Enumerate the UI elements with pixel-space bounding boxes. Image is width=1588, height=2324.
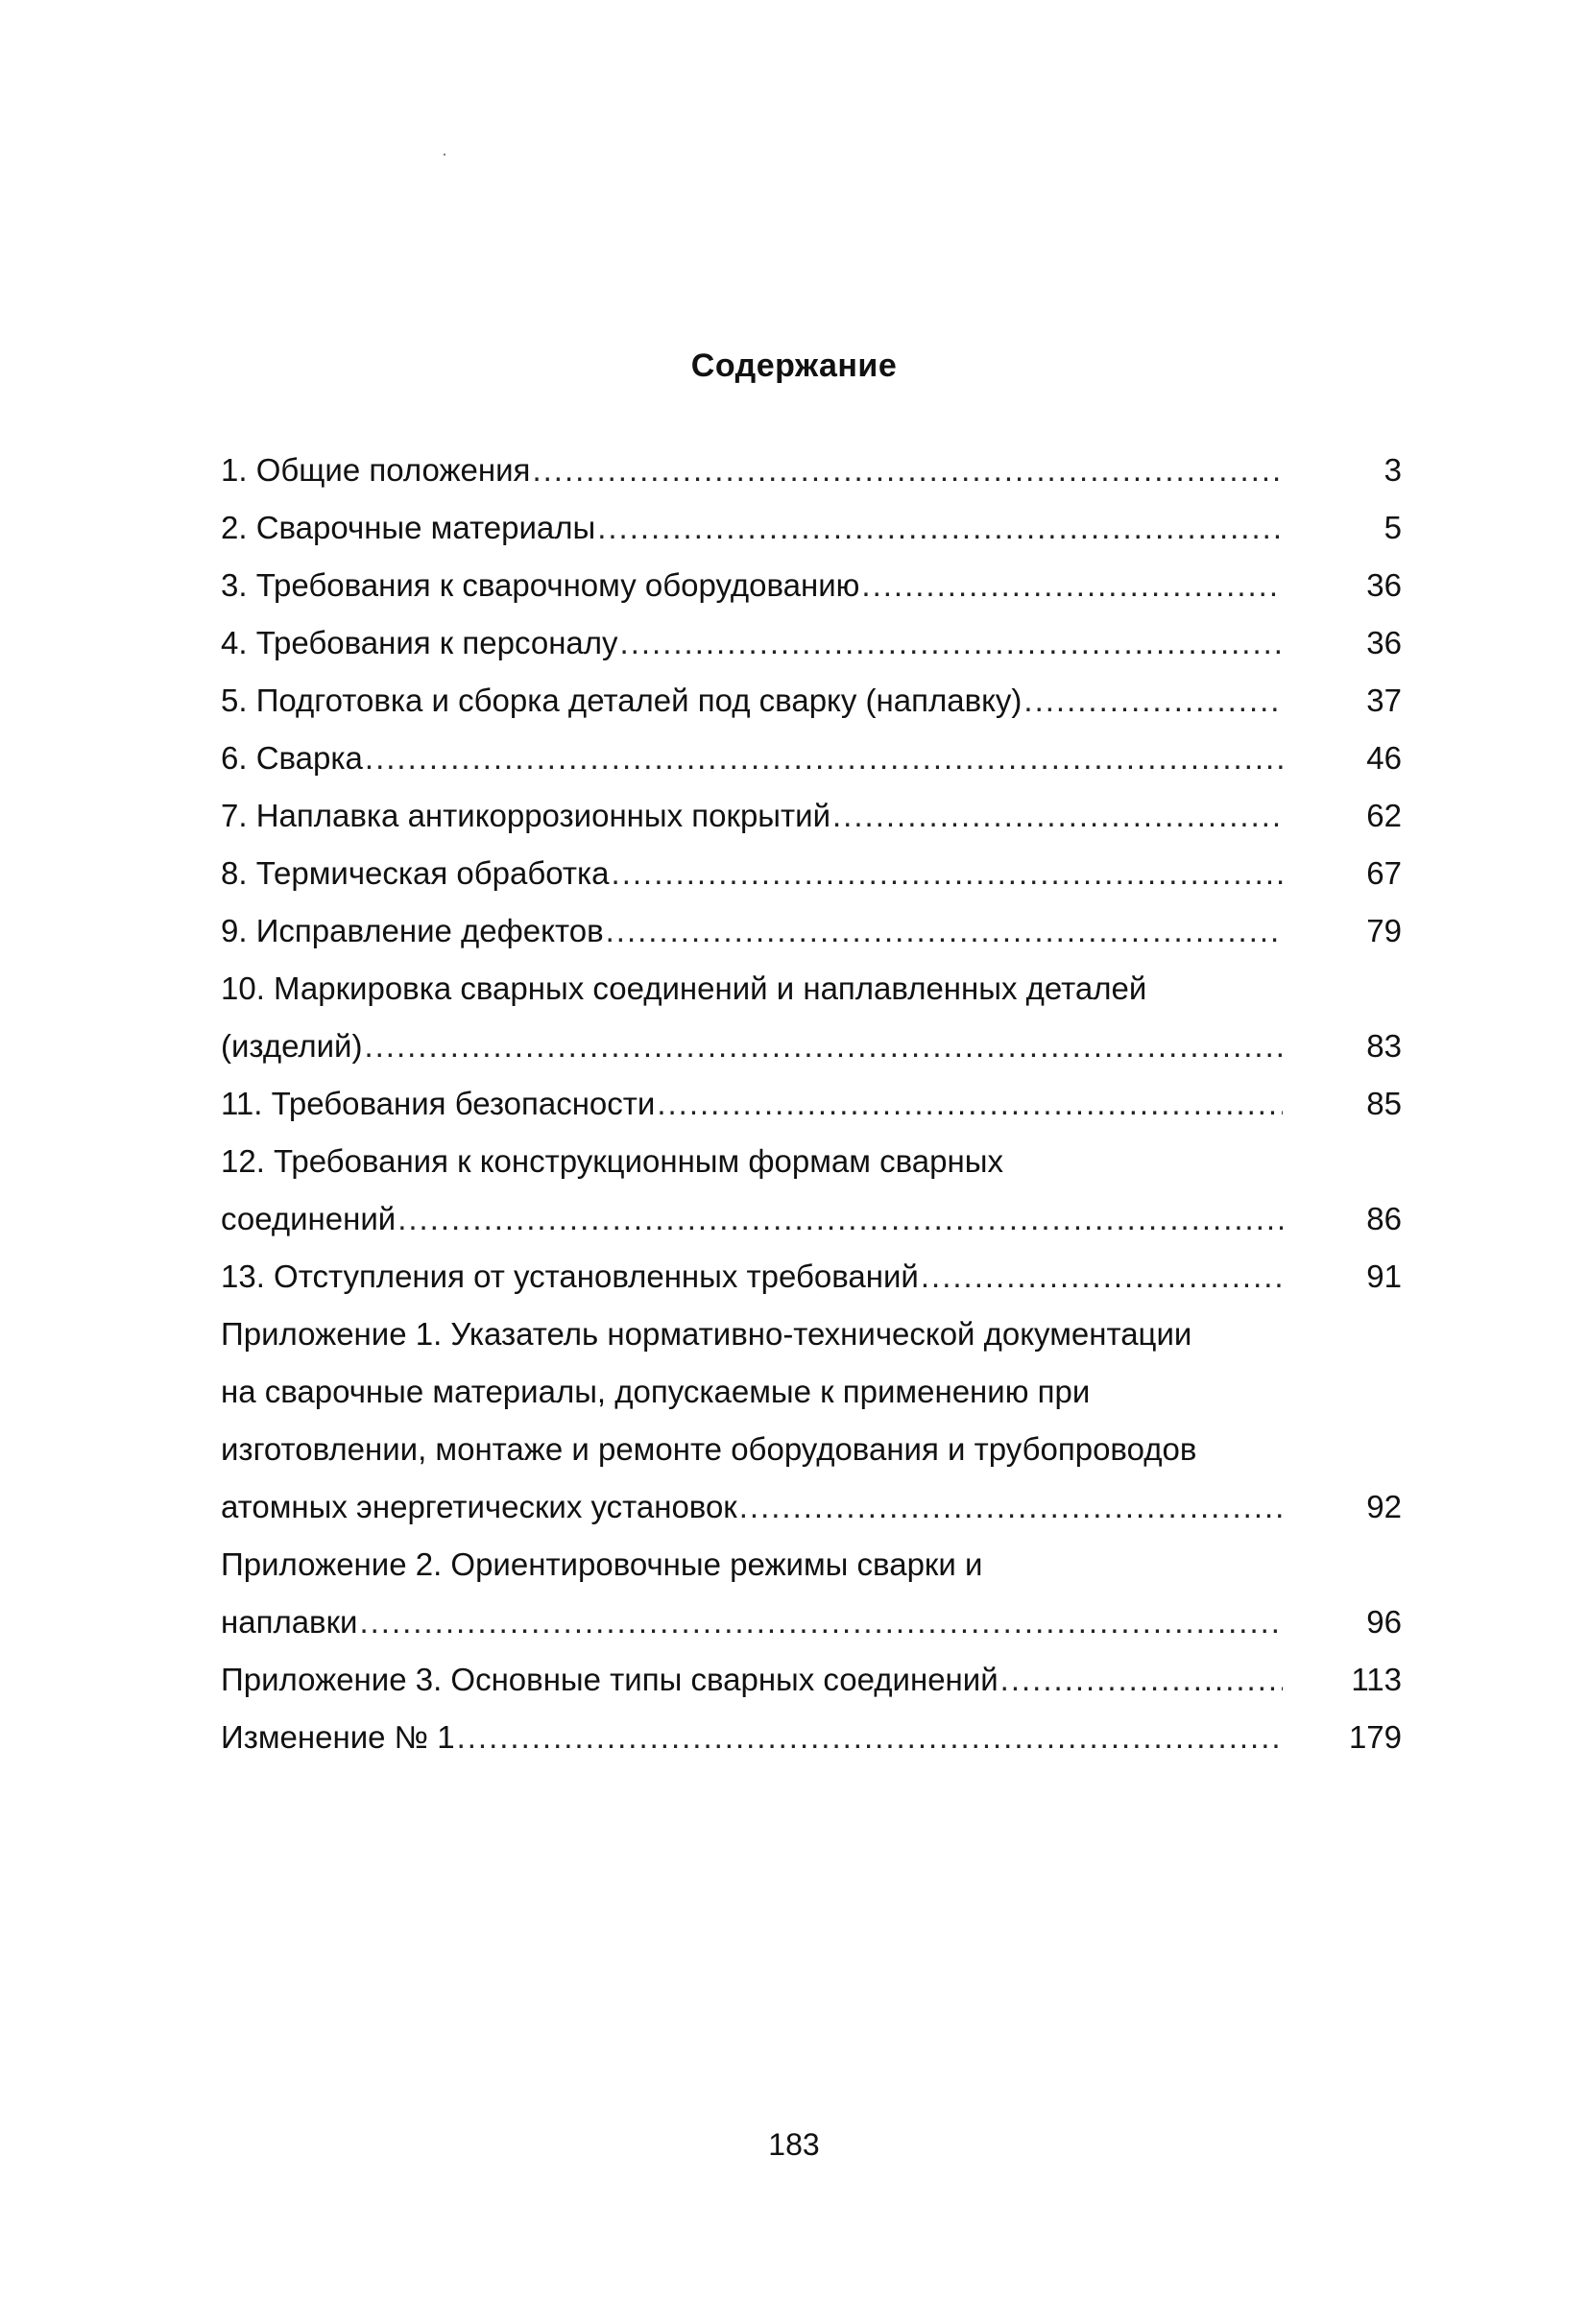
toc-entry: [221, 730, 1402, 787]
toc-page-number: 113: [1351, 1662, 1402, 1697]
dot-leader: [397, 1190, 1283, 1248]
toc-entry-line: [221, 442, 1402, 499]
toc-entry: [221, 1133, 1402, 1248]
toc-entry: [221, 1248, 1402, 1306]
dot-leader: [364, 1018, 1283, 1075]
toc-entry-text: 8. Термическая обработка: [221, 855, 610, 891]
dot-leader: [359, 1593, 1283, 1651]
dot-leader: [606, 902, 1283, 960]
toc-entry-line: [221, 1363, 1402, 1421]
toc-entry-line: [221, 1306, 1402, 1363]
toc-entry-line: [221, 787, 1402, 845]
dot-leader: [739, 1478, 1283, 1536]
toc-list: [221, 442, 1402, 1766]
toc-page-number: 3: [1383, 452, 1402, 488]
toc-entry-line: [221, 499, 1402, 557]
toc-entry-text: Приложение 1. Указатель нормативно-технической документации: [221, 1316, 1192, 1352]
toc-entry: [221, 1651, 1402, 1709]
toc-entry: [221, 1709, 1402, 1766]
toc-title: Содержание: [690, 347, 898, 384]
dot-leader: [657, 1075, 1283, 1133]
dot-leader: [365, 730, 1283, 787]
toc-entry-line: [221, 672, 1402, 730]
toc-entry-line: [221, 845, 1402, 902]
toc-page-number: 83: [1366, 1028, 1402, 1064]
toc-entry-text: 2. Сварочные материалы: [221, 510, 596, 545]
toc-entry: [221, 1536, 1402, 1651]
toc-page-number: 96: [1366, 1604, 1402, 1640]
toc-entry-text: 12. Требования к конструкционным формам сварных: [221, 1143, 1003, 1179]
toc-page-number: 67: [1366, 855, 1402, 891]
toc-entry-text: Приложение 3. Основные типы сварных соединений: [221, 1662, 999, 1697]
toc-entry-line: [221, 1593, 1402, 1651]
toc-entry: [221, 902, 1402, 960]
toc-entry-line: [221, 614, 1402, 672]
toc-entry: [221, 499, 1402, 557]
toc-entry: [221, 787, 1402, 845]
toc-entry-text: 9. Исправление дефектов: [221, 913, 604, 948]
page-number: 183: [768, 2127, 820, 2162]
toc-entry-text: 4. Требования к персоналу: [221, 625, 618, 660]
toc-entry-line: [221, 1478, 1402, 1536]
dot-leader: [832, 787, 1283, 845]
toc-entry-text: на сварочные материалы, допускаемые к применению при: [221, 1374, 1091, 1409]
toc-entry-line: [221, 557, 1402, 614]
dot-leader: [457, 1709, 1283, 1766]
toc-entry: [221, 1306, 1402, 1536]
toc-page-number: 179: [1348, 1719, 1402, 1755]
toc-entry-line: [221, 1421, 1402, 1478]
dot-leader: [612, 845, 1283, 902]
toc-entry: [221, 557, 1402, 614]
scan-speck: [444, 154, 445, 156]
toc-page-number: 86: [1366, 1201, 1402, 1236]
toc-entry-text: 11. Требования безопасности: [221, 1086, 656, 1121]
toc-entry: [221, 845, 1402, 902]
toc-page-number: 36: [1366, 567, 1402, 603]
toc-entry-text: соединений: [221, 1201, 397, 1236]
toc-entry: [221, 1075, 1402, 1133]
toc-entry-line: [221, 1075, 1402, 1133]
dot-leader: [1000, 1651, 1283, 1709]
toc-entry-line: [221, 1536, 1402, 1593]
toc-entry-text: 10. Маркировка сварных соединений и наплавленных деталей: [221, 970, 1147, 1006]
toc-entry: [221, 614, 1402, 672]
toc-page-number: 91: [1366, 1258, 1402, 1294]
toc-entry-line: [221, 730, 1402, 787]
toc-entry-text: Изменение № 1: [221, 1719, 455, 1755]
toc-page-number: 62: [1366, 798, 1402, 833]
toc-entry-text: 13. Отступления от установленных требований: [221, 1258, 919, 1294]
toc-entry-line: [221, 1133, 1402, 1190]
toc-entry-line: [221, 1651, 1402, 1709]
toc-entry: [221, 442, 1402, 499]
dot-leader: [532, 442, 1283, 499]
toc-page-number: 37: [1366, 683, 1402, 718]
toc-entry-line: [221, 902, 1402, 960]
toc-entry-text: изготовлении, монтаже и ремонте оборудования и трубопроводов: [221, 1431, 1197, 1467]
toc-entry-line: [221, 1248, 1402, 1306]
toc-entry-text: 5. Подготовка и сборка деталей под сварку (наплавку): [221, 683, 1023, 718]
dot-leader: [1023, 672, 1283, 730]
toc-page-number: 79: [1366, 913, 1402, 948]
toc-entry-text: 3. Требования к сварочному оборудованию: [221, 567, 860, 603]
toc-entry-text: 7. Наплавка антикоррозионных покрытий: [221, 798, 831, 833]
toc-page-number: 46: [1366, 740, 1402, 776]
toc-entry: [221, 672, 1402, 730]
toc-entry-text: наплавки: [221, 1604, 358, 1640]
dot-leader: [597, 499, 1283, 557]
toc-page-number: 5: [1383, 510, 1402, 545]
toc-entry-line: [221, 1190, 1402, 1248]
toc-page-number: 85: [1366, 1086, 1402, 1121]
toc-entry-text: Приложение 2. Ориентировочные режимы сварки и: [221, 1546, 983, 1582]
toc-entry-line: [221, 1018, 1402, 1075]
dot-leader: [861, 557, 1283, 614]
toc-entry: [221, 960, 1402, 1075]
dot-leader: [921, 1248, 1283, 1306]
toc-entry-text: 6. Сварка: [221, 740, 363, 776]
toc-entry-text: (изделий): [221, 1028, 363, 1064]
toc-entry-line: [221, 960, 1402, 1018]
toc-entry-text: атомных энергетических установок: [221, 1489, 737, 1524]
dot-leader: [620, 614, 1283, 672]
toc-page-number: 36: [1366, 625, 1402, 660]
toc-entry-line: [221, 1709, 1402, 1766]
toc-entry-text: 1. Общие положения: [221, 452, 531, 488]
toc-page-number: 92: [1366, 1489, 1402, 1524]
